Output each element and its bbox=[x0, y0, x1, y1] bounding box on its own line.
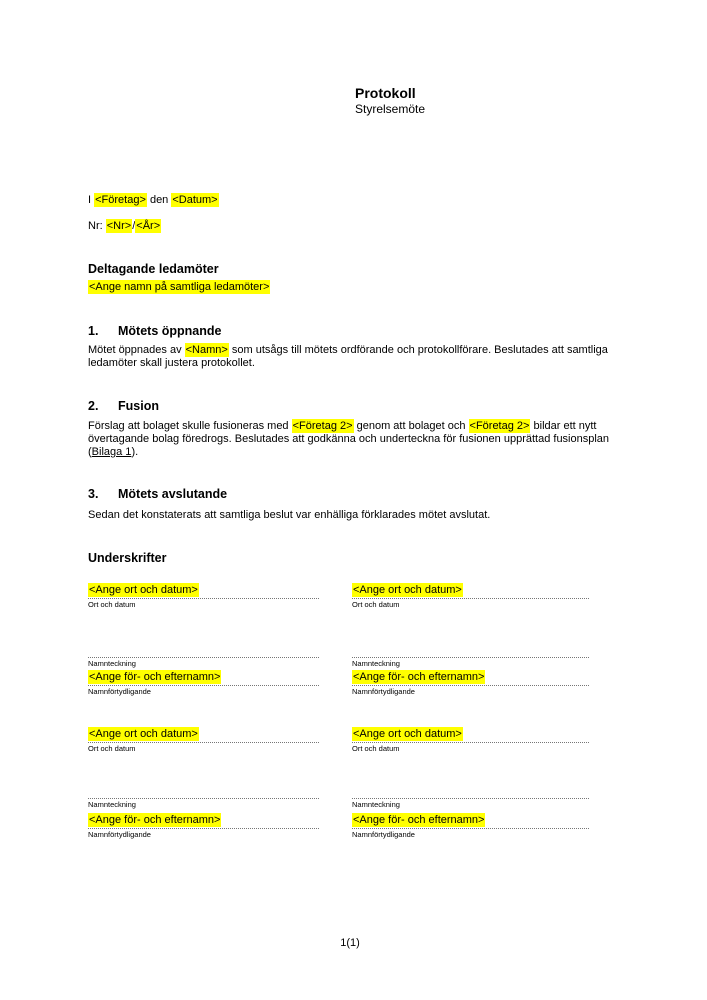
year-field[interactable]: <År> bbox=[136, 220, 161, 232]
signature-2-teckning-label: Namnteckning bbox=[352, 659, 400, 668]
section-3-number: 3. bbox=[88, 487, 99, 501]
section-2-title: Fusion bbox=[118, 399, 159, 413]
section-2-text-d: ). bbox=[131, 446, 139, 458]
signature-2-ort-line[interactable] bbox=[352, 583, 589, 599]
meta-number-line bbox=[88, 220, 615, 233]
signature-4-teckning-label: Namnteckning bbox=[352, 800, 400, 809]
signature-1-teckning-label: Namnteckning bbox=[88, 659, 136, 668]
signature-2-namn-line[interactable] bbox=[352, 670, 589, 686]
participants-line bbox=[88, 281, 615, 294]
signature-3-namn-cell bbox=[88, 813, 319, 839]
signature-4-teckning-line[interactable] bbox=[352, 782, 589, 799]
signature-3-namn-label: Namnförtydligande bbox=[88, 830, 151, 839]
section-2-heading bbox=[88, 399, 159, 414]
section-1-title: Mötets öppnande bbox=[118, 324, 222, 338]
signature-4-ort-line[interactable] bbox=[352, 727, 589, 743]
signature-1-teckning-cell bbox=[88, 641, 319, 668]
meta-conjunction: den bbox=[146, 194, 172, 206]
signature-3-namn-line[interactable] bbox=[88, 813, 319, 829]
signature-1-namn-field[interactable]: <Ange för- och efternamn> bbox=[89, 671, 221, 683]
section-2-text-a: Förslag att bolaget skulle fusioneras med bbox=[88, 420, 292, 432]
company-field[interactable]: <Företag> bbox=[95, 194, 146, 206]
signatures-heading: Underskrifter bbox=[88, 551, 167, 565]
meta-company-date-line bbox=[88, 194, 615, 207]
nr-separator: / bbox=[132, 220, 136, 232]
signature-2-teckning-line[interactable] bbox=[352, 641, 589, 658]
signature-4-teckning-cell bbox=[352, 782, 589, 809]
signature-2-teckning-cell bbox=[352, 641, 589, 668]
section-3-title: Mötets avslutande bbox=[118, 487, 228, 501]
signature-1-namn-line[interactable] bbox=[88, 670, 319, 686]
signature-2-ort-field[interactable]: <Ange ort och datum> bbox=[353, 584, 462, 596]
signature-1-namn-cell bbox=[88, 670, 319, 696]
signature-3-ort-line[interactable] bbox=[88, 727, 319, 743]
signature-2-ort-cell bbox=[352, 583, 589, 609]
signature-1-ort-cell bbox=[88, 583, 319, 609]
section-3-text: Sedan det konstaterats att samtliga beslut var enhälliga förklarades mötet avslutat. bbox=[88, 509, 491, 521]
section-1-text-b: som utsågs till mötets ordförande och protokollförare. Beslutades att samtliga ledamöter skall justera protokollet. bbox=[88, 344, 611, 369]
signature-1-ort-field[interactable]: <Ange ort och datum> bbox=[89, 584, 198, 596]
signature-2-namn-cell bbox=[352, 670, 589, 696]
signature-4-namn-label: Namnförtydligande bbox=[352, 830, 415, 839]
section-3-body bbox=[88, 509, 615, 522]
signature-3-teckning-label: Namnteckning bbox=[88, 800, 136, 809]
date-field[interactable]: <Datum> bbox=[172, 194, 218, 206]
document-subtitle: Styrelsemöte bbox=[355, 102, 426, 116]
signature-3-ort-label: Ort och datum bbox=[88, 744, 136, 753]
section-1-text-a: Mötet öppnades av bbox=[88, 344, 185, 356]
company2-field-2[interactable]: <Företag 2> bbox=[469, 420, 530, 432]
signature-4-namn-field[interactable]: <Ange för- och efternamn> bbox=[353, 814, 485, 826]
meta-prefix: I bbox=[88, 194, 95, 206]
signature-1-namn-label: Namnförtydligande bbox=[88, 687, 151, 696]
signature-2-namn-field[interactable]: <Ange för- och efternamn> bbox=[353, 671, 485, 683]
bilaga-1-link[interactable]: Bilaga 1 bbox=[91, 446, 132, 458]
section-1-body bbox=[88, 344, 615, 370]
nr-prefix: Nr: bbox=[88, 220, 106, 232]
signature-4-namn-cell bbox=[352, 813, 589, 839]
signature-1-teckning-line[interactable] bbox=[88, 641, 319, 658]
participants-field[interactable]: <Ange namn på samtliga ledamöter> bbox=[89, 281, 270, 293]
participants-heading: Deltagande ledamöter bbox=[88, 262, 219, 276]
name-field[interactable]: <Namn> bbox=[185, 344, 228, 356]
signature-1-ort-label: Ort och datum bbox=[88, 600, 136, 609]
section-2-text-b: genom att bolaget och bbox=[353, 420, 469, 432]
page-number: 1(1) bbox=[340, 937, 360, 949]
section-1-heading bbox=[88, 324, 221, 339]
section-3-heading bbox=[88, 487, 227, 502]
document-title: Protokoll bbox=[355, 85, 416, 101]
signature-3-ort-cell bbox=[88, 727, 319, 753]
signature-4-ort-label: Ort och datum bbox=[352, 744, 400, 753]
section-2-body bbox=[88, 420, 615, 459]
section-2-text-c: bildar ett nytt övertagande bolag föredrogs. Beslutades att godkänna och underteckna för fusionen upprättad fusionsplan ( bbox=[88, 420, 613, 458]
signature-3-teckning-cell bbox=[88, 782, 319, 809]
section-2-number: 2. bbox=[88, 399, 99, 413]
signature-2-namn-label: Namnförtydligande bbox=[352, 687, 415, 696]
nr-field[interactable]: <Nr> bbox=[106, 220, 132, 232]
section-1-number: 1. bbox=[88, 324, 99, 338]
company2-field[interactable]: <Företag 2> bbox=[292, 420, 353, 432]
signature-3-ort-field[interactable]: <Ange ort och datum> bbox=[89, 728, 198, 740]
signature-4-ort-cell bbox=[352, 727, 589, 753]
title-block bbox=[355, 85, 425, 117]
signature-2-ort-label: Ort och datum bbox=[352, 600, 400, 609]
signature-3-teckning-line[interactable] bbox=[88, 782, 319, 799]
signature-3-namn-field[interactable]: <Ange för- och efternamn> bbox=[89, 814, 221, 826]
signature-1-ort-line[interactable] bbox=[88, 583, 319, 599]
signature-4-ort-field[interactable]: <Ange ort och datum> bbox=[353, 728, 462, 740]
signature-4-namn-line[interactable] bbox=[352, 813, 589, 829]
